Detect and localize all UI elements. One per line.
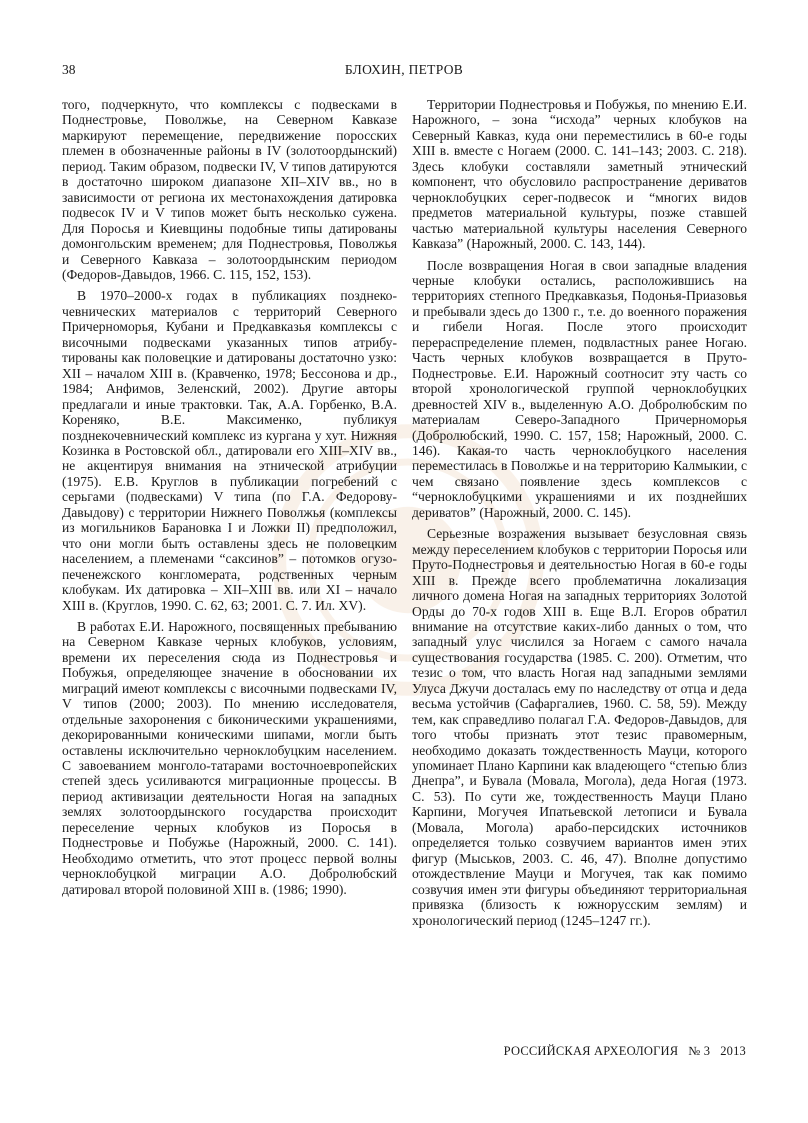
text-column-left	[62, 97, 397, 903]
issue-number: № 3	[688, 1044, 711, 1058]
page-number: 38	[62, 62, 76, 77]
page-header	[62, 62, 746, 82]
page-footer	[504, 1044, 746, 1059]
paragraph: После возвращения Ногая в свои западные владения черные клобуки остались, расположившись на территориях степного Предкавказья, Подонья-Приазовья и пребывали здесь до 1300 г., т.е. до военного поражения и гибели Ногая. После этого происходит перераспределение племен, подвластных ранее Ногаю. Часть черных клобуков возвращается в Пруто-Поднестровье. Е.И. Нарожный соотносит эту часть со второй хронологической группой черноклобуцких древностей XIV в., выделенную А.О. Добролюбским по материалам Северо-Западного Причерноморья (Добролюбский, 1990. С. 157, 158; Нарожный, 2000. С. 146). Какая-то часть черноклобуцкого населения переместилась в Поволжье и на территорию Калмыкии, с чем связано появление здесь комплексов с “черноклобуцкими украшениями и их позднейших дериватов” (Нарожный, 2000. С. 145).	[412, 257, 747, 520]
paragraph: В 1970–2000-х годах в публикациях позднекочевнических материалов с территорий Северного Причерноморья, Кубани и Предкавказья комплексы с височными подвесками указанных типов атрибутированы как половецкие и датированы достаточно узко: XII – началом XIII в. (Кравченко, 1978; Бессонова и др., 1984; Анфимов, Зеленский, 2002). Другие авторы предлагали и иные трактовки. Так, А.А. Горбенко, В.А. Кореняко, В.Е. Максименко, публикуя позднекочевнический комплекс из кургана у хут. Нижняя Козинка в Ростовской обл., датировали его XIII–XIV вв., не акцентируя внимания на этнической атрибуции (1975). Е.В. Круглов в публикации погребений с серьгами (подвесками) V типа (по Г.А. Федорову-Давыдову) с территории Нижнего Поволжья (комплексы из могильников Барановка I и Ложки II) предположил, что они могли быть оставлены здесь не половецким населением, а племенами “саксинов” – потомков огузо-печенежского конгломерата, родственных черным клобукам. Их датировка – XII–XIII вв. или XI – начало XIII в. (Круглов, 1990. С. 62, 63; 2001. С. 7. Ил. XV).	[62, 288, 397, 613]
paragraph: Территории Поднестровья и Побужья, по мнению Е.И. Нарожного, – зона “исхода” черных клобуков на Северный Кавказ, куда они переместились в 60-е годы XIII в. вместе с Ногаем (2000. С. 141–143; 2003. С. 218). Здесь клобуки составляли заметный этнический компонент, что обусловило распространение дериватов черноклобуцких серег-подвесок и “многих видов предметов материальной культуры, позже ставшей частью материальной культуры населения Северного Кавказа” (Нарожный, 2000. С. 143, 144).	[412, 97, 747, 252]
journal-name: РОССИЙСКАЯ АРХЕОЛОГИЯ	[503, 1044, 679, 1058]
paragraph: того, подчеркнуто, что комплексы с подвесками в Поднестровье, Поволжье, на Северном Кавказе маркируют перемещение, передвижение поросских племен в обозначенные районы в IV (золотоордынский) период. Таким образом, подвески IV, V типов датируются в достаточно широком диапазоне XII–XIV вв., но в зависимости от региона их местонахождения датировка подвесок IV и V типов может быть несколько сужена. Для Поросья и Киевщины подобные типы датированы домонгольским временем; для Поднестровья, Поволжья и Северного Кавказа – золотоордынским периодом (Федоров-Давыдов, 1966. С. 115, 152, 153).	[62, 97, 397, 282]
text-column-right	[412, 97, 747, 934]
paragraph: В работах Е.И. Нарожного, посвященных пребыванию на Северном Кавказе черных клобуков, условиям, времени их переселения сюда из Поднестровья и Побужья, определяющее значение в обосновании их миграций имеют комплексы с височными подвесками IV, V типов (2000; 2003). По мнению исследователя, отдельные захоронения с биконическими украшениями, декорированными коническими шипами, могли быть оставлены исключительно черноклобуцким населением. С завоеванием монголо-татарами восточноевропейских степей здесь усиливаются миграционные процессы. В период активизации деятельности Ногая на западных землях золотоордынского государства происходит переселение черных клобуков из Поросья в Поднестровье и Побужье (Нарожный, 2000. С. 141). Необходимо отметить, что этот процесс первой волны черноклобуцкой миграции А.О. Добролюбский датировал второй половиной XIII в. (1986; 1990).	[62, 618, 397, 897]
running-title: БЛОХИН, ПЕТРОВ	[344, 62, 464, 77]
issue-year: 2013	[720, 1044, 746, 1058]
paragraph: Серьезные возражения вызывает безусловная связь между переселением клобуков с территории Поросья или Пруто-Поднестровья и деятельностью Ногая в 60-е годы XIII в. Прежде всего проблематична локализация личного домена Ногая на западных территориях Золотой Орды до 70-х годов XIII в. Еще В.Л. Егоров обратил внимание на отсутствие каких-либо данных о том, что западный улус числился за Ногаем с самого начала существования государства (1985. С. 200). Отметим, что тезис о том, что власть Ногая над западными землями Улуса Джучи досталась ему по наследству от отца и деда весьма устойчив (Сафаргалиев, 1960. С. 58, 59). Между тем, как справедливо полагал Г.А. Федоров-Давыдов, для того чтобы признать этот тезис правомерным, необходимо доказать тождественность Мауци, которого упоминает Плано Карпини как владеющего “степью близ Днепра”, и Бувала (Мовала, Могола), деда Ногая (1973. С. 53). По сути же, тождественность Мауци Плано Карпини, Могучея Ипатьевской летописи и Бувала (Мовала, Могола) арабо-персидских источников определяется только созвучием вариантов имен этих фигур (Мыськов, 2003. С. 46, 47). Вполне допустимо отождествление Мауци и Могучея, так как помимо созвучия имен эти фигуры объединяют территориальная привязка (близость к южнорусским землям) и хронологический период (1245–1247 гг.).	[412, 526, 747, 928]
